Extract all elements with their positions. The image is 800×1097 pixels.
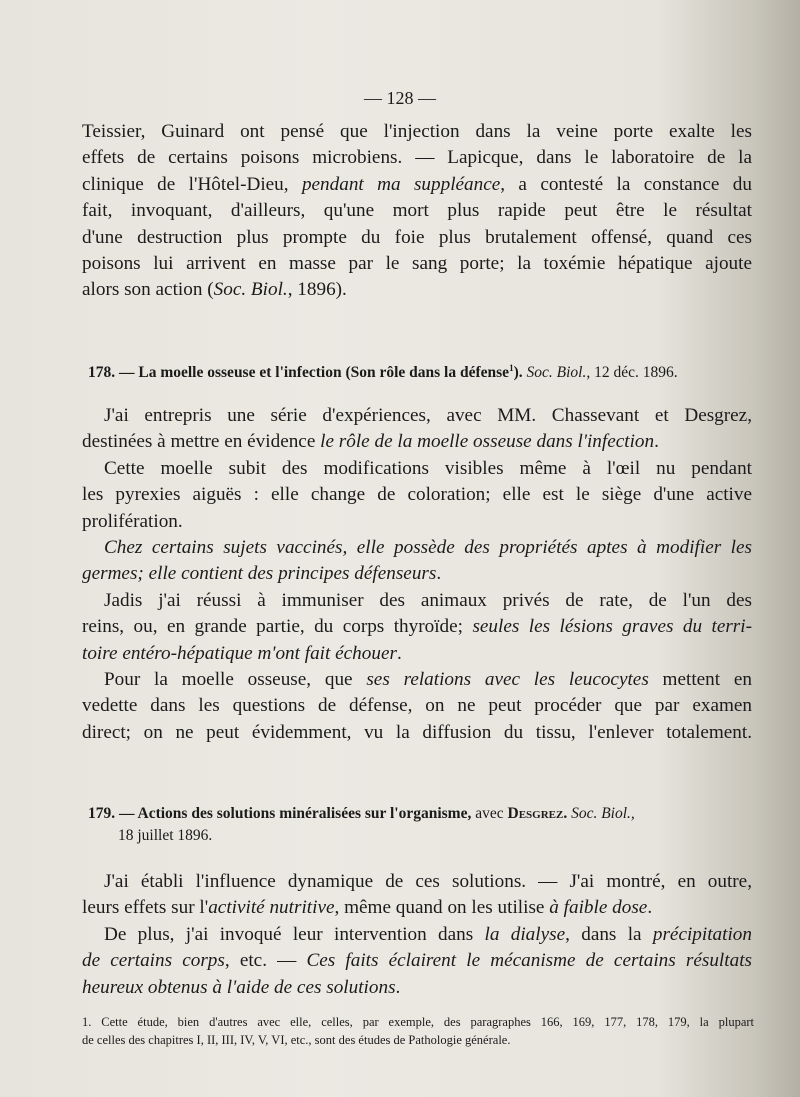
paragraph-teissier bbox=[82, 119, 752, 304]
text-line: Jadis j'ai réussi à immuniser des animaux privés de rate, de l'un des bbox=[104, 589, 752, 611]
text-line: reins, ou, en grande partie, du corps thyroïde; seules les lésions graves du terri- bbox=[82, 616, 752, 638]
section-heading-179: 179. — Actions des solutions minéralisées sur l'organisme, avec Desgrez. Soc. Biol., 18 juillet 1896. bbox=[88, 805, 635, 844]
text-line: destinées à mettre en évidence le rôle de la moelle osseuse dans l'infection. bbox=[82, 431, 659, 453]
text-line: les pyrexies aiguës : elle change de coloration; elle est le siège d'une active bbox=[82, 484, 752, 506]
text-line: fait, invoquant, d'ailleurs, qu'une mort plus rapide peut être le résultat bbox=[82, 200, 752, 222]
text-line: direct; on ne peut évidemment, vu la diffusion du tissu, l'enlever totalement. bbox=[82, 721, 752, 743]
text-line: vedette dans les questions de défense, on ne peut procéder que par examen bbox=[82, 695, 752, 717]
text-line: Teissier, Guinard ont pensé que l'injection dans la veine porte exalte les bbox=[82, 121, 752, 142]
text-line: Pour la moelle osseuse, que ses relations avec les leucocytes mettent en bbox=[104, 669, 752, 691]
text-line: clinique de l'Hôtel-Dieu, pendant ma suppléance, a contesté la constance du bbox=[82, 173, 752, 195]
text-line: Cette moelle subit des modifications visibles même à l'œil nu pendant bbox=[104, 457, 752, 479]
text-line: prolifération. bbox=[82, 510, 183, 532]
text-line: effets de certains poisons microbiens. — Lapicque, dans le laboratoire de la bbox=[82, 147, 752, 169]
text-line: Chez certains sujets vaccinés, elle possède des propriétés aptes à modifier les bbox=[104, 537, 752, 559]
text-line: poisons lui arrivent en masse par le sang porte; la toxémie hépatique ajoute bbox=[82, 253, 752, 275]
text-line: de certains corps, etc. — Ces faits éclairent le mécanisme de certains résultats bbox=[82, 950, 752, 972]
section-178-body bbox=[82, 403, 752, 746]
text-line: heureux obtenus à l'aide de ces solutions. bbox=[82, 976, 401, 998]
text-line: J'ai établi l'influence dynamique de ces solutions. — J'ai montré, en outre, bbox=[104, 871, 752, 892]
footnote-line: 1. Cette étude, bien d'autres avec elle, celles, par exemple, des paragraphes 166, 169, 177, 178, 179, la plupart bbox=[82, 1015, 754, 1029]
text-line: d'une destruction plus prompte du foie plus brutalement offensé, quand ces bbox=[82, 226, 752, 248]
text-line: De plus, j'ai invoqué leur intervention dans la dialyse, dans la précipitation bbox=[104, 923, 752, 945]
page-number: — 128 — bbox=[364, 88, 436, 108]
text-line: alors son action (Soc. Biol., 1896). bbox=[82, 279, 347, 301]
text-line: toire entéro-hépatique m'ont fait échouer. bbox=[82, 642, 402, 664]
text-line: J'ai entrepris une série d'expériences, avec MM. Chassevant et Desgrez, bbox=[104, 405, 752, 426]
text-line: leurs effets sur l'activité nutritive, même quand on les utilise à faible dose. bbox=[82, 897, 653, 919]
footnote-line: de celles des chapitres I, II, III, IV, V, VI, etc., sont des études de Pathologie générale. bbox=[82, 1033, 511, 1047]
section-heading-178: 178. — La moelle osseuse et l'infection (Son rôle dans la défense$^1$). Soc. Biol., 12 déc. 1896. bbox=[88, 363, 678, 382]
section-179-body bbox=[82, 869, 752, 1001]
text-line: germes; elle contient des principes défenseurs. bbox=[82, 563, 442, 585]
footnote bbox=[82, 1013, 754, 1049]
